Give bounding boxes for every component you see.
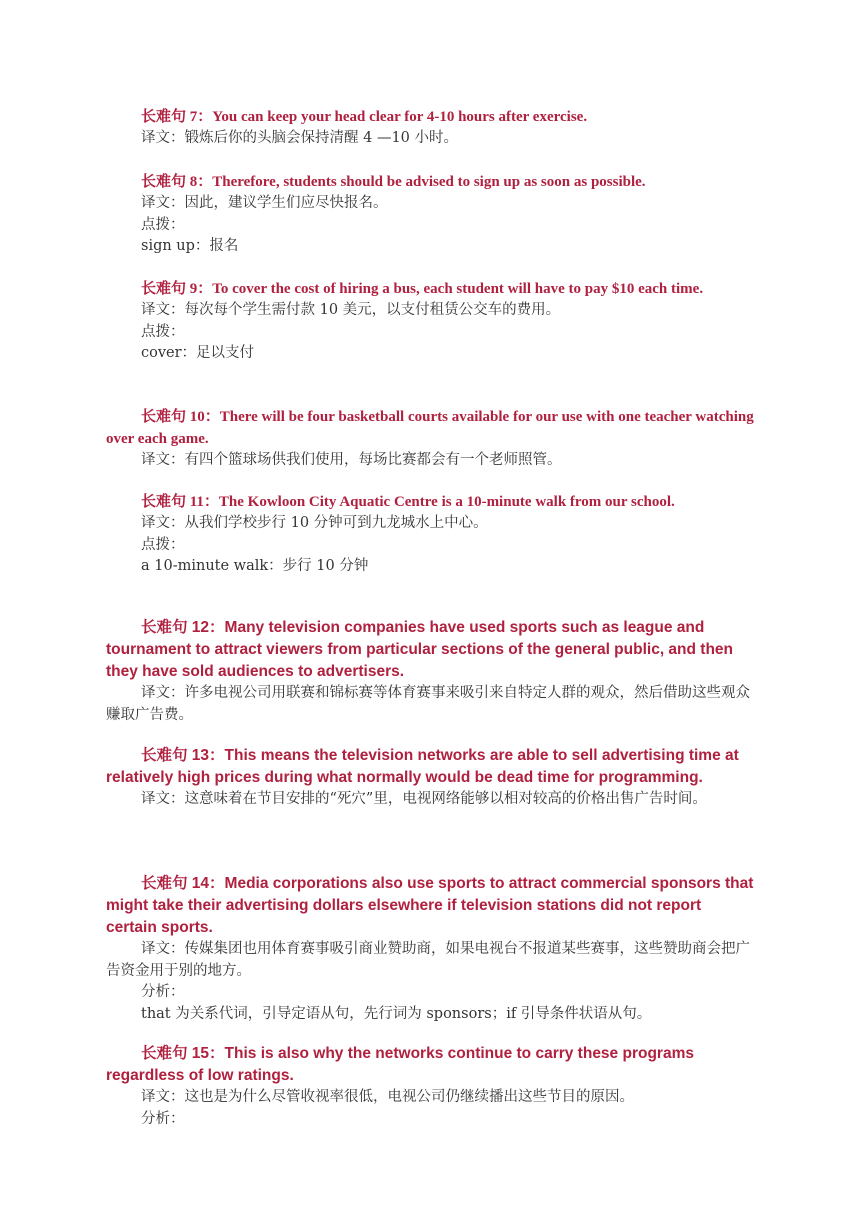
translation-line: 译文：锻炼后你的头脑会保持清醒 4 —10 小时。 [141,130,459,146]
sentence-entry-9 [106,278,754,365]
note-label: 分析： [141,1110,185,1127]
translation-line: 译文：这意味着在节目安排的“死穴”里，电视网络能够以相对较高的价格出售广告时间。 [141,791,707,807]
translation-line: 译文：因此，建议学生们应尽快报名。 [141,195,388,211]
sentence-entry-10 [106,406,754,472]
note-label: 点拨： [141,536,185,553]
note-label: 点拨： [141,216,185,233]
note-line: sign up：报名 [141,238,239,254]
sentence-entry-12 [106,617,754,726]
note-line: cover：足以支付 [141,345,255,361]
translation-line: 译文：传媒集团也用体育赛事吸引商业赞助商，如果电视台不报道某些赛事，这些赞助商会把广告资金用于别的地方。 [106,941,750,979]
translation-line: 译文：有四个篮球场供我们使用，每场比赛都会有一个老师照管。 [141,452,562,468]
sentence-heading: 长难句 8：Therefore, students should be advised to sign up as soon as possible. [141,174,646,190]
sentence-heading: 长难句 12：Many television companies have used sports such as league and tournament to attract viewers from particular sections of the general public, and then they have sold audiences to advertisers. [106,619,734,680]
note-label: 点拨： [141,323,185,340]
sentence-entry-14 [106,873,754,1025]
translation-line: 译文：这也是为什么尽管收视率很低，电视公司仍继续播出这些节目的原因。 [141,1089,634,1105]
sentence-entry-11 [106,491,754,578]
sentence-heading: 长难句 7：You can keep your head clear for 4-10 hours after exercise. [141,109,588,125]
sentence-heading: 长难句 11：The Kowloon City Aquatic Centre is a 10-minute walk from our school. [141,494,675,510]
sentence-heading: 长难句 14：Media corporations also use sports to attract commercial sponsors that might take their advertising dollars elsewhere if television stations did not report certain sports. [106,875,754,936]
sentence-entry-13 [106,745,754,811]
sentence-heading: 长难句 15：This is also why the networks continue to carry these programs regardless of low ratings. [106,1045,694,1084]
note-line: that 为关系代词，引导定语从句，先行词为 sponsors；if 引导条件状语从句。 [141,1005,652,1022]
sentence-entry-7 [106,106,754,150]
sentence-heading: 长难句 13：This means the television networks are able to sell advertising time at relatively high prices during what normally would be dead time for programming. [106,747,739,786]
sentence-entry-8 [106,171,754,258]
translation-line: 译文：许多电视公司用联赛和锦标赛等体育赛事来吸引来自特定人群的观众，然后借助这些观众赚取广告费。 [106,685,750,723]
note-line: a 10-minute walk：步行 10 分钟 [141,558,369,574]
note-label: 分析： [141,984,185,1000]
translation-line: 译文：从我们学校步行 10 分钟可到九龙城水上中心。 [141,515,488,531]
sentence-entry-15 [106,1043,754,1130]
translation-line: 译文：每次每个学生需付款 10 美元，以支付租赁公交车的费用。 [141,302,561,318]
sentence-heading: 长难句 10：There will be four basketball courts available for our use with one teacher watching over each game. [106,409,754,447]
sentence-heading: 长难句 9：To cover the cost of hiring a bus, each student will have to pay $10 each time. [141,281,704,297]
